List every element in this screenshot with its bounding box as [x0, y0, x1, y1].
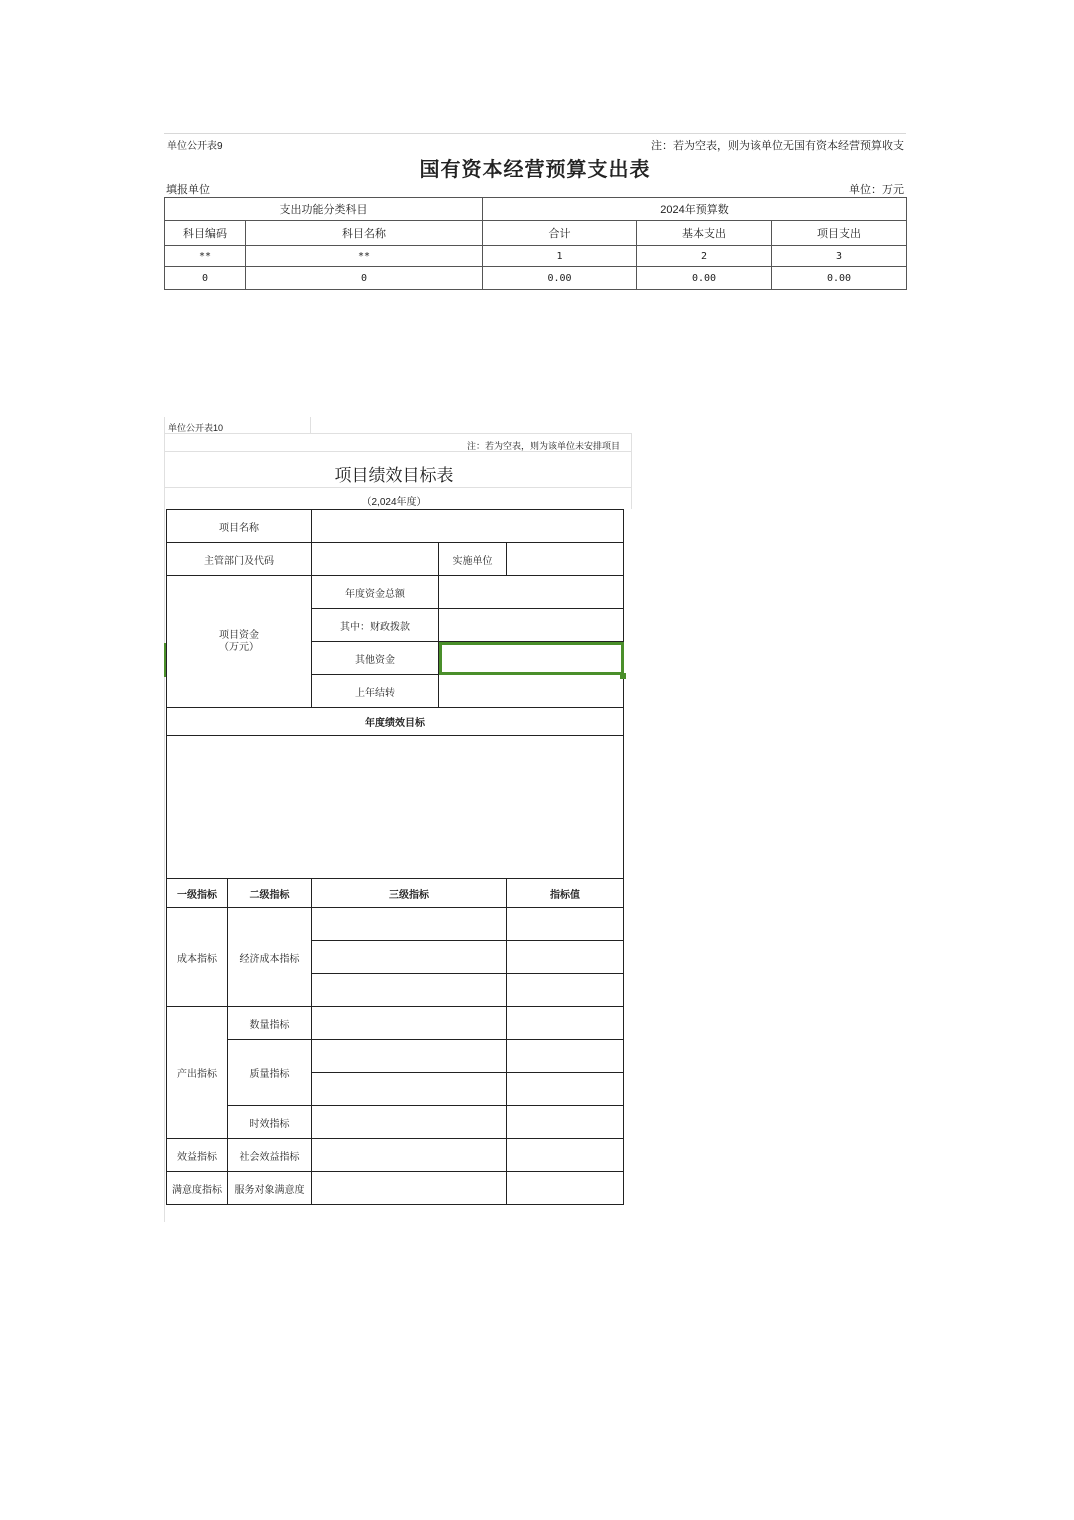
fund-row-label[interactable]: 其他资金 [312, 642, 439, 675]
grid-line [164, 433, 632, 434]
level3-cell[interactable] [312, 1139, 507, 1172]
indicator-value-cell[interactable] [507, 908, 624, 941]
level3-cell[interactable] [312, 1106, 507, 1139]
level2-timeliness[interactable]: 时效指标 [228, 1106, 312, 1139]
data-cell[interactable]: 0 [165, 267, 246, 290]
fund-row-label[interactable]: 年度资金总额 [312, 576, 439, 609]
fund-row-label[interactable]: 上年结转 [312, 675, 439, 708]
sheet-title: 项目绩效目标表 [334, 466, 454, 485]
grid-line [631, 433, 632, 509]
index-cell[interactable]: 2 [637, 246, 772, 267]
project-performance-sheet [164, 417, 634, 1222]
grid-line [164, 417, 165, 1222]
indicator-value-cell[interactable] [507, 974, 624, 1007]
sheet-note: 注：若为空表，则为该单位无国有资本经营预算收支 [651, 140, 904, 152]
project-funds-label[interactable]: 项目资金 （万元） [167, 576, 312, 708]
level2-economic-cost[interactable]: 经济成本指标 [228, 908, 312, 1007]
fund-row-value[interactable] [439, 609, 624, 642]
header-function-category[interactable]: 支出功能分类科目 [165, 198, 483, 221]
level3-cell[interactable] [312, 974, 507, 1007]
col-subject-code[interactable]: 科目编码 [165, 221, 246, 246]
dept-value[interactable] [312, 543, 439, 576]
col-basic-expense[interactable]: 基本支出 [637, 221, 772, 246]
level3-cell[interactable] [312, 941, 507, 974]
indicator-value-cell[interactable] [507, 1007, 624, 1040]
selected-cell[interactable] [439, 642, 624, 675]
indicator-header[interactable]: 一级指标 [167, 879, 228, 908]
level2-service-satisfaction[interactable]: 服务对象满意度 [228, 1172, 312, 1205]
unit-label: 单位：万元 [849, 184, 904, 196]
index-cell[interactable]: ** [246, 246, 483, 267]
annual-goal-label[interactable]: 年度绩效目标 [167, 708, 624, 736]
data-cell[interactable]: 0.00 [637, 267, 772, 290]
indicator-value-cell[interactable] [507, 1073, 624, 1106]
col-project-expense[interactable]: 项目支出 [772, 221, 907, 246]
sheet-year: （2,024年度） [361, 497, 427, 508]
filler-label: 填报单位 [166, 184, 210, 196]
index-cell[interactable]: 1 [483, 246, 637, 267]
col-subject-name[interactable]: 科目名称 [246, 221, 483, 246]
fill-handle[interactable] [620, 673, 626, 679]
performance-table [166, 509, 624, 1205]
data-cell[interactable]: 0.00 [772, 267, 907, 290]
level1-cost[interactable]: 成本指标 [167, 908, 228, 1007]
level3-cell[interactable] [312, 1007, 507, 1040]
sheet-title: 国有资本经营预算支出表 [419, 157, 651, 181]
indicator-value-cell[interactable] [507, 1172, 624, 1205]
col-total[interactable]: 合计 [483, 221, 637, 246]
data-cell[interactable]: 0 [246, 267, 483, 290]
index-cell[interactable]: 3 [772, 246, 907, 267]
sheet-note: 注：若为空表，则为该单位未安排项目 [466, 441, 620, 451]
fund-row-label[interactable]: 其中：财政拨款 [312, 609, 439, 642]
impl-unit-label[interactable]: 实施单位 [439, 543, 507, 576]
dept-label[interactable]: 主管部门及代码 [167, 543, 312, 576]
sheet-tag: 单位公开表10 [168, 423, 224, 433]
indicator-header[interactable]: 指标值 [507, 879, 624, 908]
sheet-tag: 单位公开表9 [167, 141, 223, 152]
level3-cell[interactable] [312, 1040, 507, 1073]
index-cell[interactable]: ** [165, 246, 246, 267]
indicator-value-cell[interactable] [507, 1040, 624, 1073]
expenditure-table [164, 197, 907, 290]
indicator-header[interactable]: 二级指标 [228, 879, 312, 908]
level3-cell[interactable] [312, 908, 507, 941]
grid-line [310, 417, 311, 434]
level3-cell[interactable] [312, 1073, 507, 1106]
impl-unit-value[interactable] [507, 543, 624, 576]
header-budget-2024[interactable]: 2024年预算数 [483, 198, 907, 221]
project-name-label[interactable]: 项目名称 [167, 510, 312, 543]
level1-satisfaction[interactable]: 满意度指标 [167, 1172, 228, 1205]
fund-row-value[interactable] [439, 675, 624, 708]
project-name-value[interactable] [312, 510, 624, 543]
indicator-value-cell[interactable] [507, 1139, 624, 1172]
sheet-top-border [164, 133, 906, 134]
level1-benefit[interactable]: 效益指标 [167, 1139, 228, 1172]
level2-quantity[interactable]: 数量指标 [228, 1007, 312, 1040]
annual-goal-value[interactable] [167, 736, 624, 879]
level1-output[interactable]: 产出指标 [167, 1007, 228, 1139]
fund-row-value[interactable] [439, 576, 624, 609]
level2-quality[interactable]: 质量指标 [228, 1040, 312, 1106]
level2-social-benefit[interactable]: 社会效益指标 [228, 1139, 312, 1172]
indicator-value-cell[interactable] [507, 1106, 624, 1139]
grid-line [164, 487, 632, 488]
indicator-value-cell[interactable] [507, 941, 624, 974]
indicator-header[interactable]: 三级指标 [312, 879, 507, 908]
level3-cell[interactable] [312, 1172, 507, 1205]
data-cell[interactable]: 0.00 [483, 267, 637, 290]
